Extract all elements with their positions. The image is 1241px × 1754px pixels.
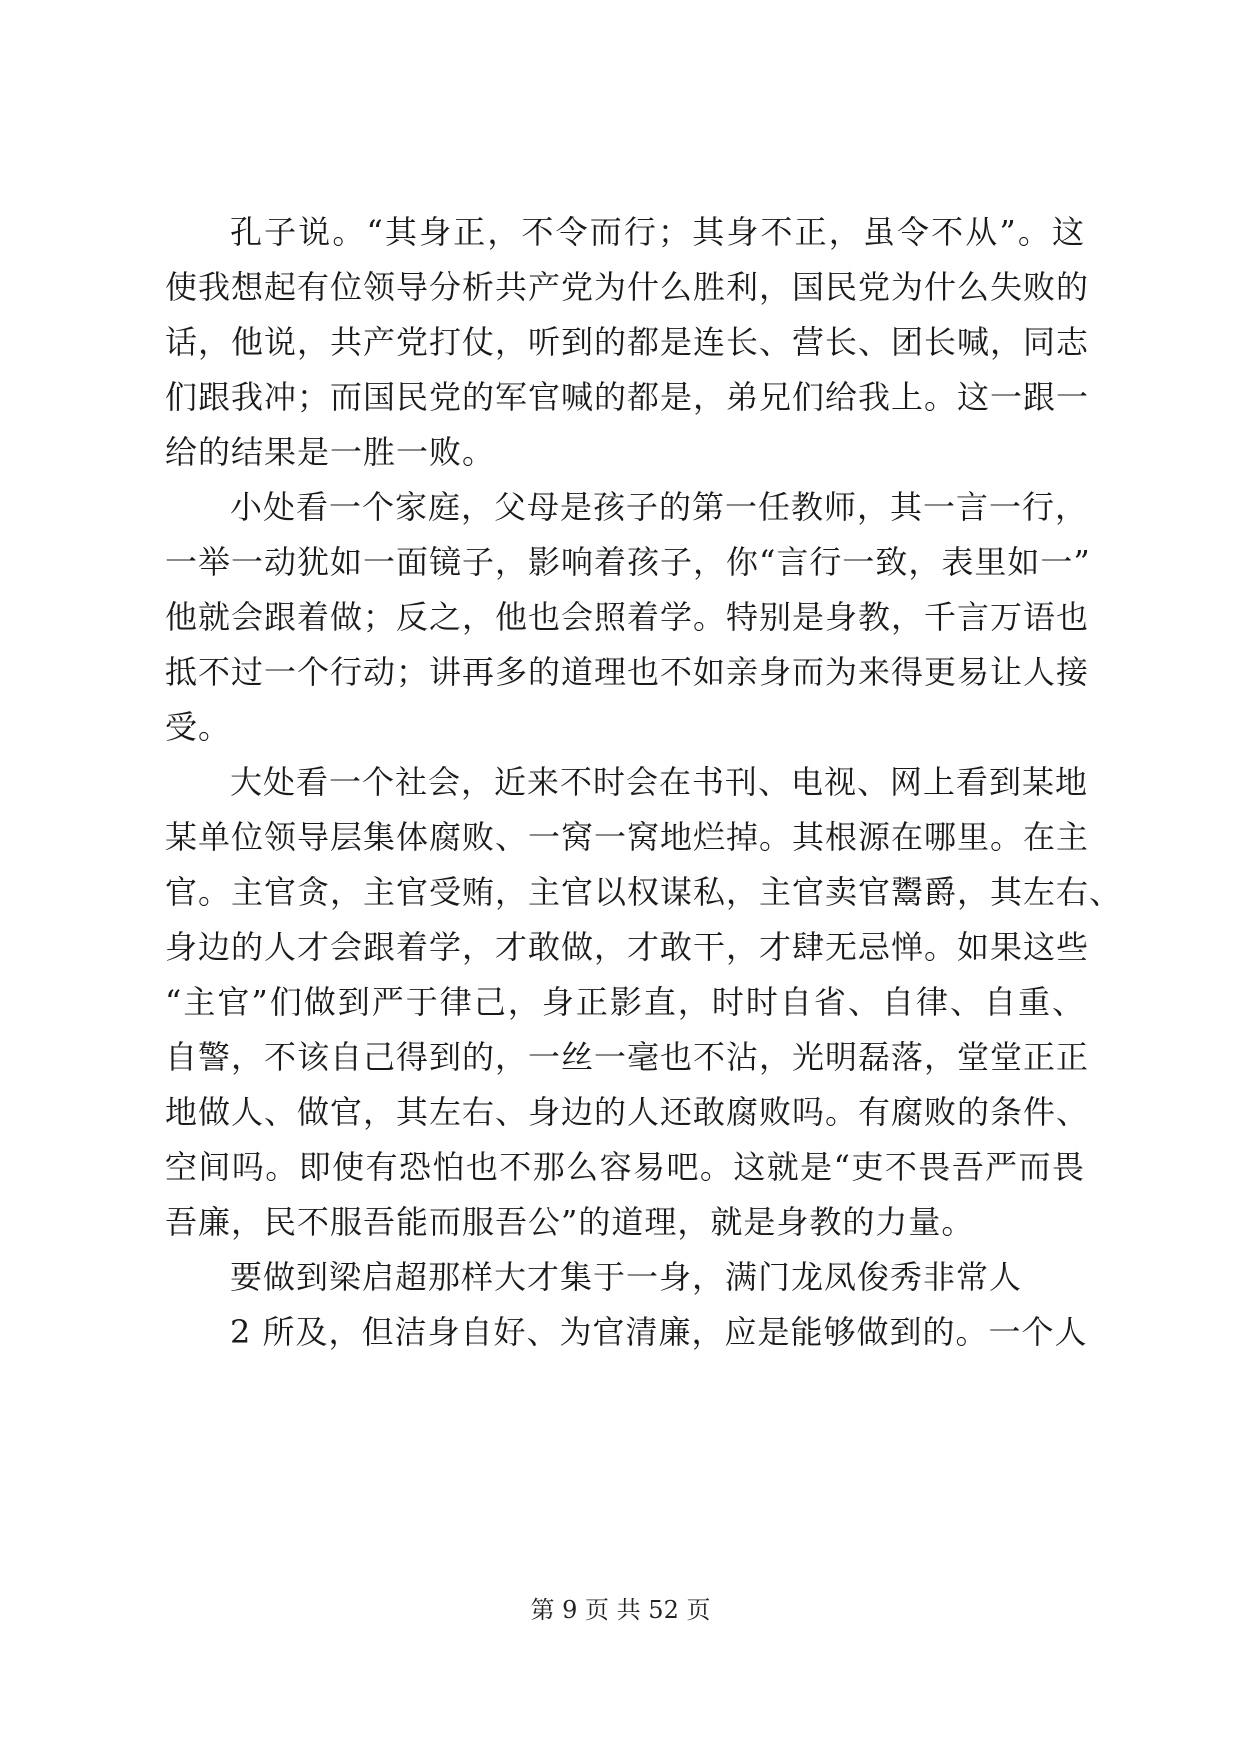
page-footer: 第 9 页 共 52 页 — [530, 1596, 711, 1624]
text-line: 空间吗。即使有恐怕也不那么容易吧。这就是“吏不畏吾严而畏 — [165, 1148, 1085, 1186]
text-line: 自警，不该自己得到的，一丝一毫也不沾，光明磊落，堂堂正正 — [165, 1038, 1090, 1076]
text-line: 吾廉，民不服吾能而服吾公”的道理，就是身教的力量。 — [165, 1203, 975, 1241]
text-line: 大处看一个社会，近来不时会在书刊、电视、网上看到某地 — [230, 763, 1089, 801]
text-line: 一举一动犹如一面镜子，影响着孩子，你“言行一致，表里如一” — [165, 543, 1091, 581]
text-line: 孔子说。“其身正，不令而行；其身不正，虽令不从”。这 — [230, 213, 1085, 251]
text-line: 他就会跟着做；反之，他也会照着学。特别是身教，千言万语也 — [165, 598, 1090, 636]
text-line: 们跟我冲；而国民党的军官喊的都是，弟兄们给我上。这一跟一 — [165, 378, 1090, 416]
text-line: 小处看一个家庭，父母是孩子的第一任教师，其一言一行， — [230, 488, 1089, 526]
text-line: 要做到梁启超那样大才集于一身，满门龙凤俊秀非常人 — [230, 1258, 1023, 1296]
text-line: 话，他说，共产党打仗，听到的都是连长、营长、团长喊，同志 — [165, 323, 1090, 361]
text-line: 受。 — [165, 708, 232, 746]
text-line: 2 所及，但洁身自好、为官清廉，应是能够做到的。一个人 — [230, 1313, 1088, 1351]
text-line: 地做人、做官，其左右、身边的人还敢腐败吗。有腐败的条件、 — [165, 1093, 1090, 1131]
text-line: 给的结果是一胜一败。 — [165, 433, 496, 471]
text-line: 抵不过一个行动；讲再多的道理也不如亲身而为来得更易让人接 — [165, 653, 1090, 691]
text-line: 官。主官贪，主官受贿，主官以权谋私，主官卖官鬻爵，其左右、 — [165, 873, 1123, 911]
text-line: 某单位领导层集体腐败、一窝一窝地烂掉。其根源在哪里。在主 — [165, 818, 1090, 856]
text-line: 使我想起有位领导分析共产党为什么胜利，国民党为什么失败的 — [165, 268, 1090, 306]
text-line: 身边的人才会跟着学，才敢做，才敢干，才肆无忌惮。如果这些 — [165, 928, 1090, 966]
text-line: “主官”们做到严于律己，身正影直，时时自省、自律、自重、 — [165, 983, 1085, 1021]
